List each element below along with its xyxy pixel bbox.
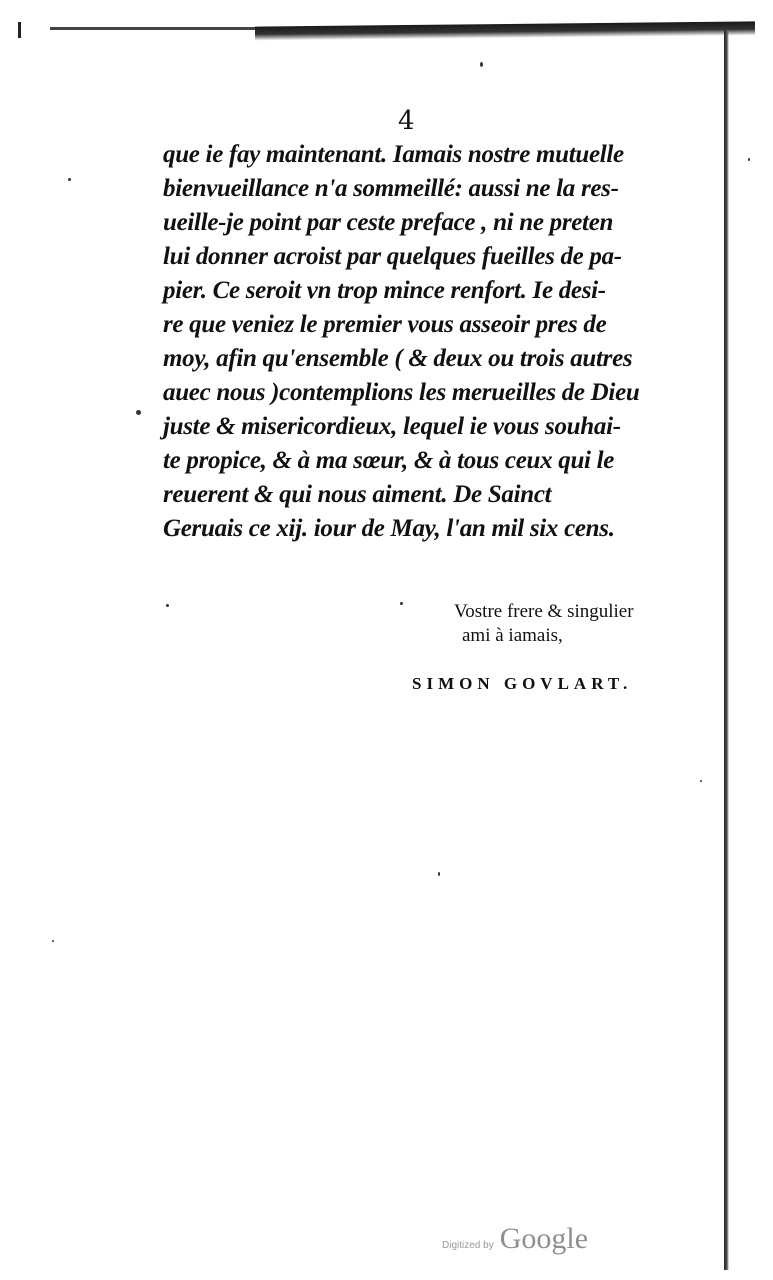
scan-right-edge	[724, 30, 729, 1270]
scan-speck	[400, 602, 403, 605]
body-line: moy, afin qu'ensemble ( & deux ou trois autres	[163, 345, 633, 372]
body-line: reuerent & qui nous aiment. De Sainct	[163, 481, 552, 508]
digitized-by-google-watermark	[442, 1222, 588, 1256]
scan-speck	[136, 410, 141, 415]
body-line: lui donner acroist par quelques fueilles de pa-	[163, 243, 622, 270]
body-text	[163, 138, 683, 546]
closing-line: Vostre frere & singulier	[454, 601, 634, 622]
scan-top-edge	[255, 21, 755, 40]
body-line: bienvueillance n'a sommeillé: aussi ne la res-	[163, 175, 619, 202]
author-signature: SIMON GOVLART.	[412, 674, 633, 693]
body-line: te propice, & à ma sœur, & à tous ceux qui le	[163, 447, 615, 474]
google-logo: Google	[499, 1222, 589, 1255]
scan-speck	[700, 780, 702, 782]
body-line: re que veniez le premier vous asseoir pres de	[163, 311, 607, 338]
closing-line: ami à iamais,	[462, 625, 563, 646]
closing-salutation	[454, 600, 634, 648]
watermark-small-text: Digitized by	[442, 1240, 494, 1251]
scan-speck	[52, 940, 54, 942]
body-line: que ie fay maintenant. Iamais nostre mutuelle	[163, 141, 624, 168]
body-line: auec nous )contemplions les merueilles de Dieu	[163, 379, 640, 406]
scan-speck	[748, 158, 750, 161]
body-line: pier. Ce seroit vn trop mince renfort. Ie desi-	[163, 277, 606, 304]
page-number: 4	[398, 106, 415, 136]
scan-speck	[166, 604, 169, 607]
body-line: Geruais ce xij. iour de May, l'an mil six cens.	[163, 515, 615, 542]
scan-corner-mark	[18, 22, 21, 38]
body-line: juste & misericordieux, lequel ie vous souhai-	[163, 413, 621, 440]
scan-speck	[68, 178, 71, 181]
body-line: ueille-je point par ceste preface , ni ne preten	[163, 209, 614, 236]
scan-top-edge-thin	[50, 27, 270, 30]
scan-speck	[438, 872, 440, 876]
scan-speck	[480, 62, 483, 67]
